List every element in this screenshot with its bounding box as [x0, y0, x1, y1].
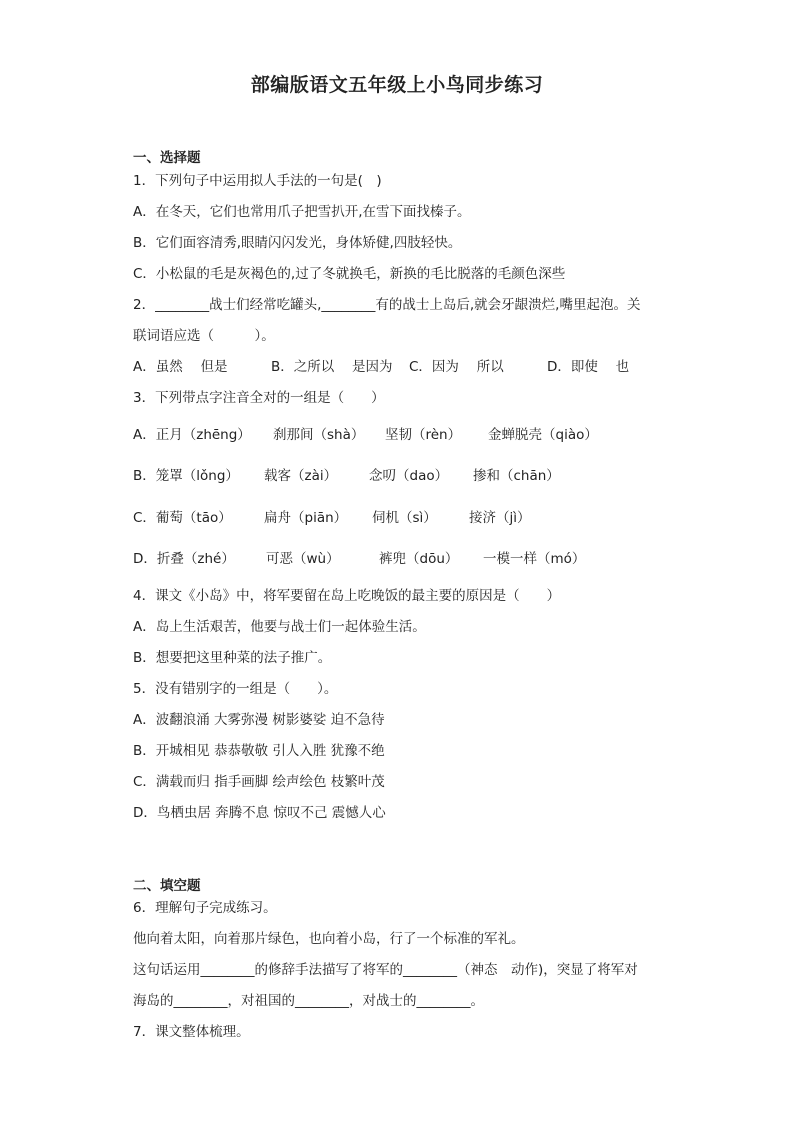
question-5-option-b: B．开城相见 恭恭敬敬 引人入胜 犹豫不绝 — [133, 743, 385, 759]
question-3-b-item: 掺和（chān） — [473, 468, 560, 484]
question-2-options — [133, 357, 629, 377]
question-2-line-1: 2．________战士们经常吃罐头,________有的战士上岛后,就会牙龈溃烂,嘴里起泡。关 — [133, 297, 641, 313]
question-3-option-d — [133, 549, 585, 569]
question-4-option-a: A．岛上生活艰苦，他要与战士们一起体验生活。 — [133, 619, 426, 635]
question-3-a-item: 刹那间（shà） — [273, 427, 365, 443]
question-3-b-item: B．笼罩（lǒng） — [133, 468, 239, 484]
question-6-quote: 他向着太阳，向着那片绿色，也向着小岛，行了一个标准的军礼。 — [133, 931, 525, 947]
question-3-c-item: 接济（jì） — [469, 510, 531, 526]
question-2-line-2: 联词语应选（ ）。 — [133, 328, 275, 344]
section-heading-choice: 一、选择题 — [133, 150, 201, 166]
question-5-option-a: A．波翻浪涌 大雾弥漫 树影婆娑 迫不急待 — [133, 712, 385, 728]
question-3-option-a — [133, 425, 598, 445]
question-2-option-d: D．即使 也 — [547, 359, 630, 375]
question-6-line-2: 海岛的________，对祖国的________，对战士的________。 — [133, 993, 484, 1009]
question-3-b-item: 载客（zài） — [264, 468, 338, 484]
question-5-option-c: C．满载而归 指手画脚 绘声绘色 枝繁叶茂 — [133, 774, 385, 790]
question-3-a-item: 坚韧（rèn） — [385, 427, 462, 443]
question-3-a-item: A．正月（zhēng） — [133, 427, 251, 443]
question-3-c-item: 扁舟（piān） — [264, 510, 348, 526]
question-1-option-b: B．它们面容清秀,眼睛闪闪发光，身体矫健,四肢轻快。 — [133, 235, 462, 251]
question-3-c-item: C．葡萄（tāo） — [133, 510, 232, 526]
page-title: 部编版语文五年级上小鸟同步练习 — [250, 74, 544, 96]
question-2-option-a: A．虽然 但是 — [133, 359, 228, 375]
question-2-option-b: B．之所以 是因为 — [271, 359, 393, 375]
question-2-option-c: C．因为 所以 — [409, 359, 504, 375]
question-1-stem: 1．下列句子中运用拟人手法的一句是( ) — [133, 173, 382, 189]
question-3-c-item: 伺机（sì） — [372, 510, 437, 526]
question-5-stem: 5．没有错别字的一组是（ ）。 — [133, 681, 338, 697]
question-3-a-item: 金蝉脱壳（qiào） — [488, 427, 598, 443]
question-3-b-item: 念叨（dao） — [369, 468, 449, 484]
section-heading-fill: 二、填空题 — [133, 878, 201, 894]
question-3-option-b — [133, 466, 560, 486]
question-4-option-b: B．想要把这里种菜的法子推广。 — [133, 650, 332, 666]
question-1-option-a: A．在冬天，它们也常用爪子把雪扒开,在雪下面找榛子。 — [133, 204, 471, 220]
question-6-stem: 6．理解句子完成练习。 — [133, 900, 277, 916]
question-3-stem: 3．下列带点字注音全对的一组是（ ） — [133, 390, 385, 406]
question-4-stem: 4．课文《小岛》中，将军要留在岛上吃晚饭的最主要的原因是（ ） — [133, 588, 561, 604]
question-3-d-item: 一模一样（mó） — [483, 551, 586, 567]
question-5-option-d: D．鸟栖虫居 奔腾不息 惊叹不己 震憾人心 — [133, 805, 386, 821]
question-3-option-c — [133, 508, 531, 528]
question-3-d-item: 裤兜（dōu） — [379, 551, 459, 567]
question-3-d-item: D．折叠（zhé） — [133, 551, 235, 567]
question-1-option-c: C．小松鼠的毛是灰褐色的,过了冬就换毛，新换的毛比脱落的毛颜色深些 — [133, 266, 566, 282]
question-6-line-1: 这句话运用________的修辞手法描写了将军的________（神态 动作)，突显了将军对 — [133, 962, 638, 978]
question-3-d-item: 可恶（wù） — [266, 551, 340, 567]
question-7-stem: 7．课文整体梳理。 — [133, 1024, 250, 1040]
